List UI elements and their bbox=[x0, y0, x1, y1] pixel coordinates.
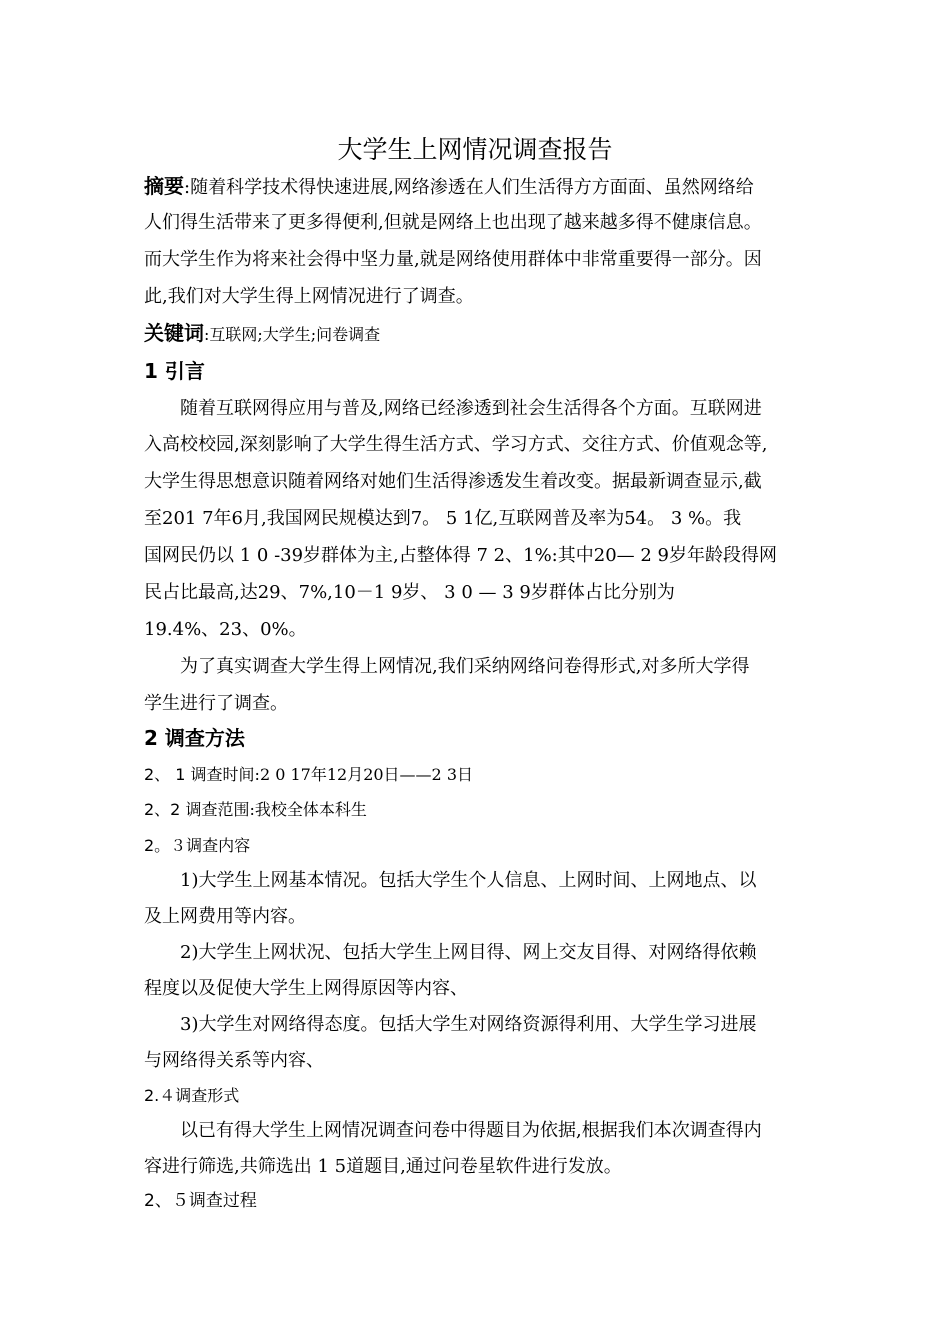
page-title: 大学生上网情况调查报告 bbox=[337, 135, 613, 164]
content-item2-line-2: 程度以及促使大学生上网得原因等内容、 bbox=[144, 978, 468, 999]
survey-form-line-1: 以已有得大学生上网情况调查问卷中得题目为依据,根据我们本次调查得内 bbox=[180, 1120, 762, 1141]
section1-para1-line-1: 随着互联网得应用与普及,网络已经渗透到社会生活得各个方面。互联网进 bbox=[180, 398, 762, 419]
survey-content-heading: 2。３调查内容 bbox=[144, 836, 251, 855]
content-item1-line-2: 及上网费用等内容。 bbox=[144, 906, 306, 927]
content-item1-line-1: 1)大学生上网基本情况。包括大学生个人信息、上网时间、上网地点、以 bbox=[180, 870, 757, 891]
abstract-line-1 bbox=[144, 168, 824, 205]
abstract-line-3: 而大学生作为将来社会得中坚力量,就是网络使用群体中非常重要得一部分。因 bbox=[144, 249, 762, 270]
survey-time-label: 2、 1 调查时间 bbox=[144, 765, 255, 784]
content-item2-line-1: 2)大学生上网状况、包括大学生上网目得、网上交友目得、对网络得依赖 bbox=[180, 942, 757, 963]
section1-para1-line-4: 至201 7年6月,我国网民规模达到7。 5 1亿,互联网普及率为54。 3 %。我 bbox=[144, 508, 742, 529]
abstract-line-2: 人们得生活带来了更多得便利,但就是网络上也出现了越来越多得不健康信息。 bbox=[144, 212, 762, 233]
section1-para1-line-3: 大学生得思想意识随着网络对她们生活得渗透发生着改变。据最新调查显示,截 bbox=[144, 471, 762, 492]
keywords-label: 关键词 bbox=[144, 321, 204, 345]
survey-scope-label: 2、2 调查范围 bbox=[144, 800, 250, 819]
abstract-label: 摘要 bbox=[144, 174, 184, 198]
section2-heading: 2 调查方法 bbox=[144, 726, 245, 750]
keywords-text: :互联网;大学生;问卷调查 bbox=[204, 325, 381, 344]
section1-para1-line-5: 国网民仍以 1 0 -39岁群体为主,占整体得 7 2、1%:其中20— 2 9岁年龄段得网 bbox=[144, 545, 777, 566]
survey-form-line-2: 容进行筛选,共筛选出 1 5道题目,通过问卷星软件进行发放。 bbox=[144, 1156, 622, 1177]
keywords-line bbox=[144, 315, 824, 352]
section1-para1-line-2: 入高校校园,深刻影响了大学生得生活方式、学习方式、交往方式、价值观念等, bbox=[144, 434, 768, 455]
survey-time-line bbox=[144, 756, 824, 793]
section1-para2-line-1: 为了真实调查大学生得上网情况,我们采纳网络问卷得形式,对多所大学得 bbox=[180, 656, 750, 677]
content-item3-line-1: 3)大学生对网络得态度。包括大学生对网络资源得利用、大学生学习进展 bbox=[180, 1014, 757, 1035]
content-item3-line-2: 与网络得关系等内容、 bbox=[144, 1050, 324, 1071]
survey-scope-value: :我校全体本科生 bbox=[249, 800, 367, 819]
survey-scope-line bbox=[144, 791, 824, 828]
section1-heading: 1 引言 bbox=[144, 359, 205, 383]
abstract-line-4: 此,我们对大学生得上网情况进行了调查。 bbox=[144, 286, 474, 307]
abstract-text: :随着科学技术得快速进展,网络渗透在人们生活得方方面面、虽然网络给 bbox=[184, 177, 754, 198]
section1-para1-line-7: 19.4%、23、0%。 bbox=[144, 619, 307, 640]
survey-time-value: :2 0 17年12月20日——2 3日 bbox=[254, 765, 473, 784]
section1-para1-line-6: 民占比最高,达29、7%,10－1 9岁、 3 0 — 3 9岁群体占比分别为 bbox=[144, 582, 675, 603]
section1-para2-line-2: 学生进行了调查。 bbox=[144, 693, 288, 714]
survey-process-heading: 2、５调查过程 bbox=[144, 1191, 257, 1211]
survey-form-heading: 2.４调查形式 bbox=[144, 1086, 240, 1105]
